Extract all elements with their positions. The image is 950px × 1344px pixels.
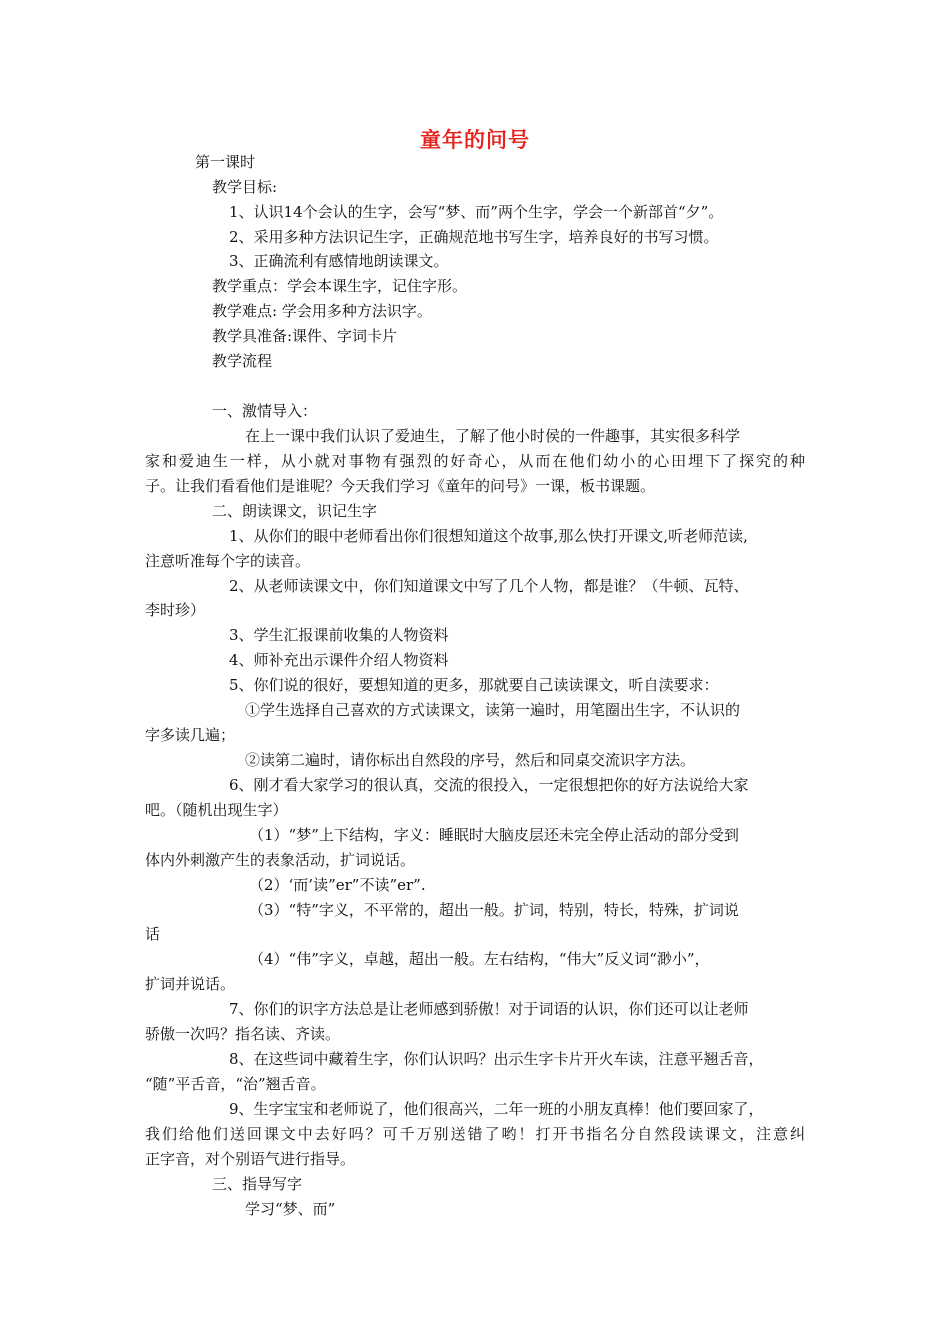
- paragraph-line: 7、你们的识字方法总是让老师感到骄傲！对于词语的认识，你们还可以让老师: [229, 1000, 749, 1018]
- paragraph-line: 2、从老师读课文中，你们知道课文中写了几个人物，都是谁？（牛顿、瓦特、: [229, 577, 749, 595]
- paragraph-line: “随”平舌音，“治”翘舌音。: [145, 1075, 326, 1093]
- paragraph-line: 我们给他们送回课文中去好吗？可千万别送错了哟！打开书指名分自然段读课文，注意纠: [145, 1125, 805, 1143]
- goal-item: 2、采用多种方法识记生字，正确规范地书写生字，培养良好的书写习惯。: [229, 228, 719, 246]
- paragraph-line: 话: [145, 925, 161, 943]
- paragraph-line: 6、刚才看大家学习的很认真，交流的很投入，一定很想把你的好方法说给大家: [229, 776, 749, 794]
- paragraph-line: 骄傲一次吗？指名读、齐读。: [145, 1025, 341, 1043]
- paragraph-line: 在上一课中我们认识了爱迪生，了解了他小时侯的一件趣事，其实很多科学: [245, 427, 741, 445]
- section-heading: 一、激情导入：: [212, 402, 318, 420]
- paragraph-line: （4）“伟”字义，卓越，超出一般。左右结构，“伟大”反义词“渺小”，: [249, 950, 710, 968]
- paragraph-line: 家和爱迪生一样，从小就对事物有强烈的好奇心，从而在他们幼小的心田埋下了探究的种: [145, 452, 805, 470]
- paragraph-line: （3）“特”字义，不平常的，超出一般。扩词，特别，特长，特殊，扩词说: [249, 901, 739, 919]
- section-heading: 教学流程: [212, 352, 273, 370]
- paragraph-line: 子。让我们看看他们是谁呢？今天我们学习《童年的问号》一课，板书课题。: [145, 477, 656, 495]
- paragraph-line: ②读第二遍时，请你标出自然段的序号，然后和同桌交流识字方法。: [245, 751, 696, 769]
- paragraph-line: 正字音，对个别语气进行指导。: [145, 1150, 356, 1168]
- paragraph-line: 吧。（随机出现生字）: [145, 801, 288, 819]
- paragraph-line: 9、生字宝宝和老师说了，他们很高兴，二年一班的小朋友真棒！他们要回家了，: [229, 1100, 764, 1118]
- paragraph-line: 3、学生汇报课前收集的人物资料: [229, 626, 449, 644]
- paragraph-line: ①学生选择自己喜欢的方式读课文，读第一遍时，用笔圈出生字，不认识的: [245, 701, 741, 719]
- paragraph-line: 1、从你们的眼中老师看出你们很想知道这个故事,那么快打开课文,听老师范读,: [229, 527, 748, 545]
- difficult-point: 教学难点: 学会用多种方法识字。: [212, 302, 432, 320]
- section-heading: 三、指导写字: [212, 1175, 303, 1193]
- paragraph-line: 注意听准每个字的读音。: [145, 552, 311, 570]
- paragraph-line: （2）‘而’读”er”不读”er”.: [249, 876, 426, 894]
- paragraph-line: （1）“梦”上下结构，字义：睡眠时大脑皮层还未完全停止活动的部分受到: [249, 826, 739, 844]
- paragraph-line: 学习“梦、而”: [245, 1200, 336, 1218]
- document-title: 童年的问号: [420, 128, 530, 152]
- paragraph-line: 4、师补充出示课件介绍人物资料: [229, 651, 449, 669]
- materials: 教学具准备:课件、字词卡片: [212, 327, 398, 345]
- paragraph-line: 李时珍）: [145, 601, 206, 619]
- key-point: 教学重点：学会本课生字，记住字形。: [212, 277, 468, 295]
- goal-item: 1、认识14个会认的生字，会写“梦、而”两个生字，学会一个新部首“夕”。: [229, 203, 724, 221]
- goal-item: 3、正确流利有感情地朗读课文。: [229, 252, 449, 270]
- paragraph-line: 字多读几遍；: [145, 726, 236, 744]
- section-heading: 教学目标:: [212, 178, 278, 196]
- paragraph-line: 5、你们说的很好，要想知道的更多，那就要自己读读课文，听自渎要求：: [229, 676, 719, 694]
- paragraph-line: 扩词并说话。: [145, 975, 236, 993]
- paragraph-line: 体内外刺激产生的表象活动，扩词说话。: [145, 851, 416, 869]
- paragraph-line: 8、在这些词中藏着生字，你们认识吗？出示生字卡片开火车读，注意平翘舌音，: [229, 1050, 764, 1068]
- lesson-period: 第一课时: [195, 153, 256, 171]
- section-heading: 二、朗读课文，识记生字: [212, 502, 378, 520]
